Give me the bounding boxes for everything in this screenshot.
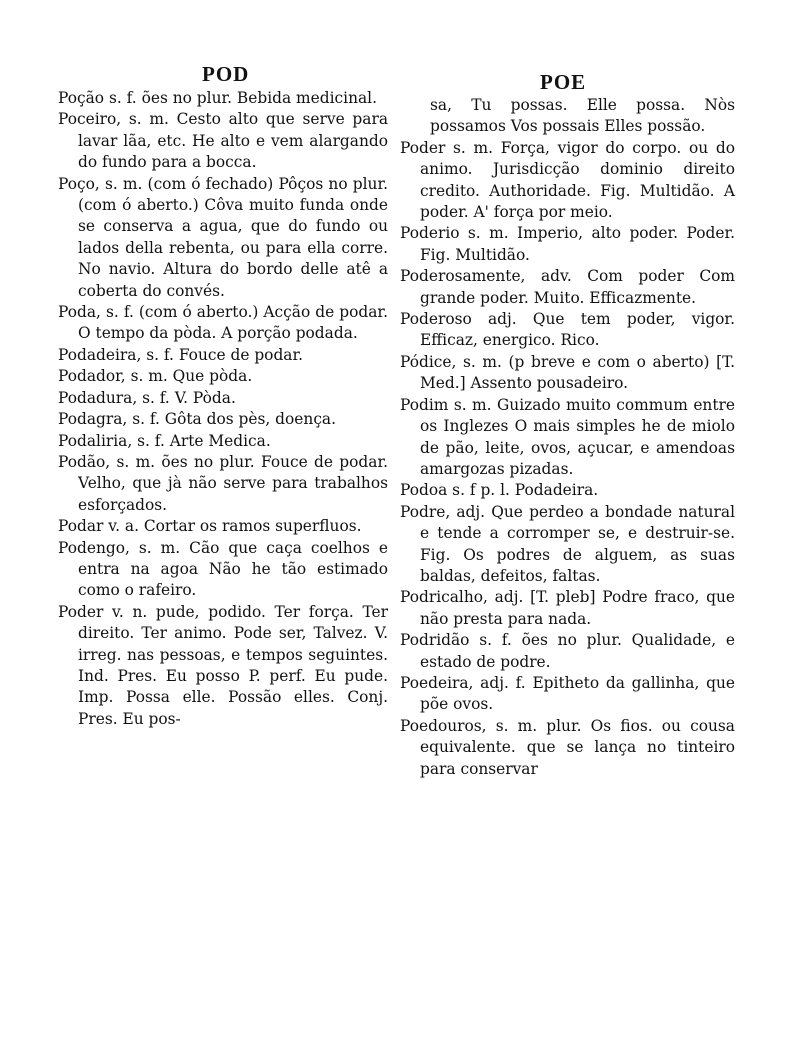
right-entry-list [400, 0, 735, 780]
dictionary-entry: Podim s. m. Guizado muito commum entre os Inglezes O mais simples he de miolo de pão, leite, ovos, açucar, e amendoas amargozas pizadas. [400, 395, 735, 478]
dictionary-entry: Poedouros, s. m. plur. Os fios. ou cousa equivalente. que se lança no tinteiro para conservar [400, 716, 735, 778]
dictionary-entry: Podengo, s. m. Cão que caça coelhos e entra na agoa Não he tão estimado como o rafeiro. [58, 538, 388, 600]
dictionary-entry: Podricalho, adj. [T. pleb] Podre fraco, que não presta para nada. [400, 588, 735, 628]
dictionary-entry-continuation: sa, Tu possas. Elle possa. Nòs possamos Vos possais Elles possão. [430, 96, 735, 136]
dictionary-entry: Podador, s. m. Que pòda. [58, 367, 253, 386]
dictionary-entry: Podaliria, s. f. Arte Medica. [58, 431, 271, 450]
dictionary-entry: Poedeira, adj. f. Epitheto da gallinha, que põe ovos. [400, 673, 735, 714]
dictionary-entry: Podão, s. m. ões no plur. Fouce de podar. Velho, que jà não serve para trabalhos esforçados. [58, 452, 388, 514]
dictionary-entry: Poder v. n. pude, podido. Ter força. Ter direito. Ter animo. Pode ser, Talvez. V. irreg. nas pessoas, e tempos seguintes. Ind. Pres. Eu posso P. perf. Eu pude. Imp. Possa elle. Possão elles. Conj. Pres. Eu pos- [58, 602, 388, 728]
column-header-right: POE [540, 70, 587, 94]
dictionary-entry: Poder s. m. Força, vigor do corpo. ou do animo. Jurisdicção dominio direito credito. Authoridade. Fig. Multidão. A poder. A' força por meio. [400, 138, 735, 222]
dictionary-entry: Pódice, s. m. (p breve e com o aberto) [T. Med.] Assento pousadeiro. [400, 352, 735, 393]
dictionary-entry: Poda, s. f. (com ó aberto.) Acção de podar. O tempo da pòda. A porção podada. [58, 303, 388, 343]
dictionary-entry: Poderoso adj. Que tem poder, vigor. Efficaz, energico. Rico. [400, 310, 735, 350]
dictionary-entry: Podadura, s. f. V. Pòda. [58, 388, 236, 407]
dictionary-entry: Podadeira, s. f. Fouce de podar. [58, 345, 304, 364]
dictionary-entry: Podoa s. f p. l. Podadeira. [400, 481, 599, 500]
dictionary-entry: Poderio s. m. Imperio, alto poder. Poder. Fig. Multidão. [400, 224, 735, 264]
column-header-left: POD [202, 62, 250, 86]
dictionary-entry: Poceiro, s. m. Cesto alto que serve para lavar lãa, etc. He alto e vem alargando do fundo para a bocca. [58, 110, 388, 172]
dictionary-entry: Poderosamente, adv. Com poder Com grande poder. Muito. Efficazmente. [400, 267, 735, 307]
dictionary-entry: Poção s. f. ões no plur. Bebida medicinal. [58, 89, 377, 107]
dictionary-entry: Podagra, s. f. Gôta dos pès, doença. [58, 410, 337, 429]
left-column [58, 0, 388, 730]
left-entry-list [58, 0, 388, 730]
dictionary-entry: Podridão s. f. ões no plur. Qualidade, e estado de podre. [400, 631, 735, 671]
dictionary-entry: Podre, adj. Que perdeo a bondade natural e tende a corromper se, e destruir-se. Fig. Os podres de alguem, as suas baldas, defeitos, faltas. [400, 502, 735, 585]
right-column [400, 0, 735, 780]
dictionary-entry: Poço, s. m. (com ó fechado) Pôços no plur. (com ó aberto.) Côva muito funda onde se conserva a agua, que do fundo ou lados della rebenta, ou para ella corre. No navio. Altura do bordo delle atê a coberta do convés. [58, 174, 388, 300]
dictionary-entry: Podar v. a. Cortar os ramos superfluos. [58, 517, 362, 536]
